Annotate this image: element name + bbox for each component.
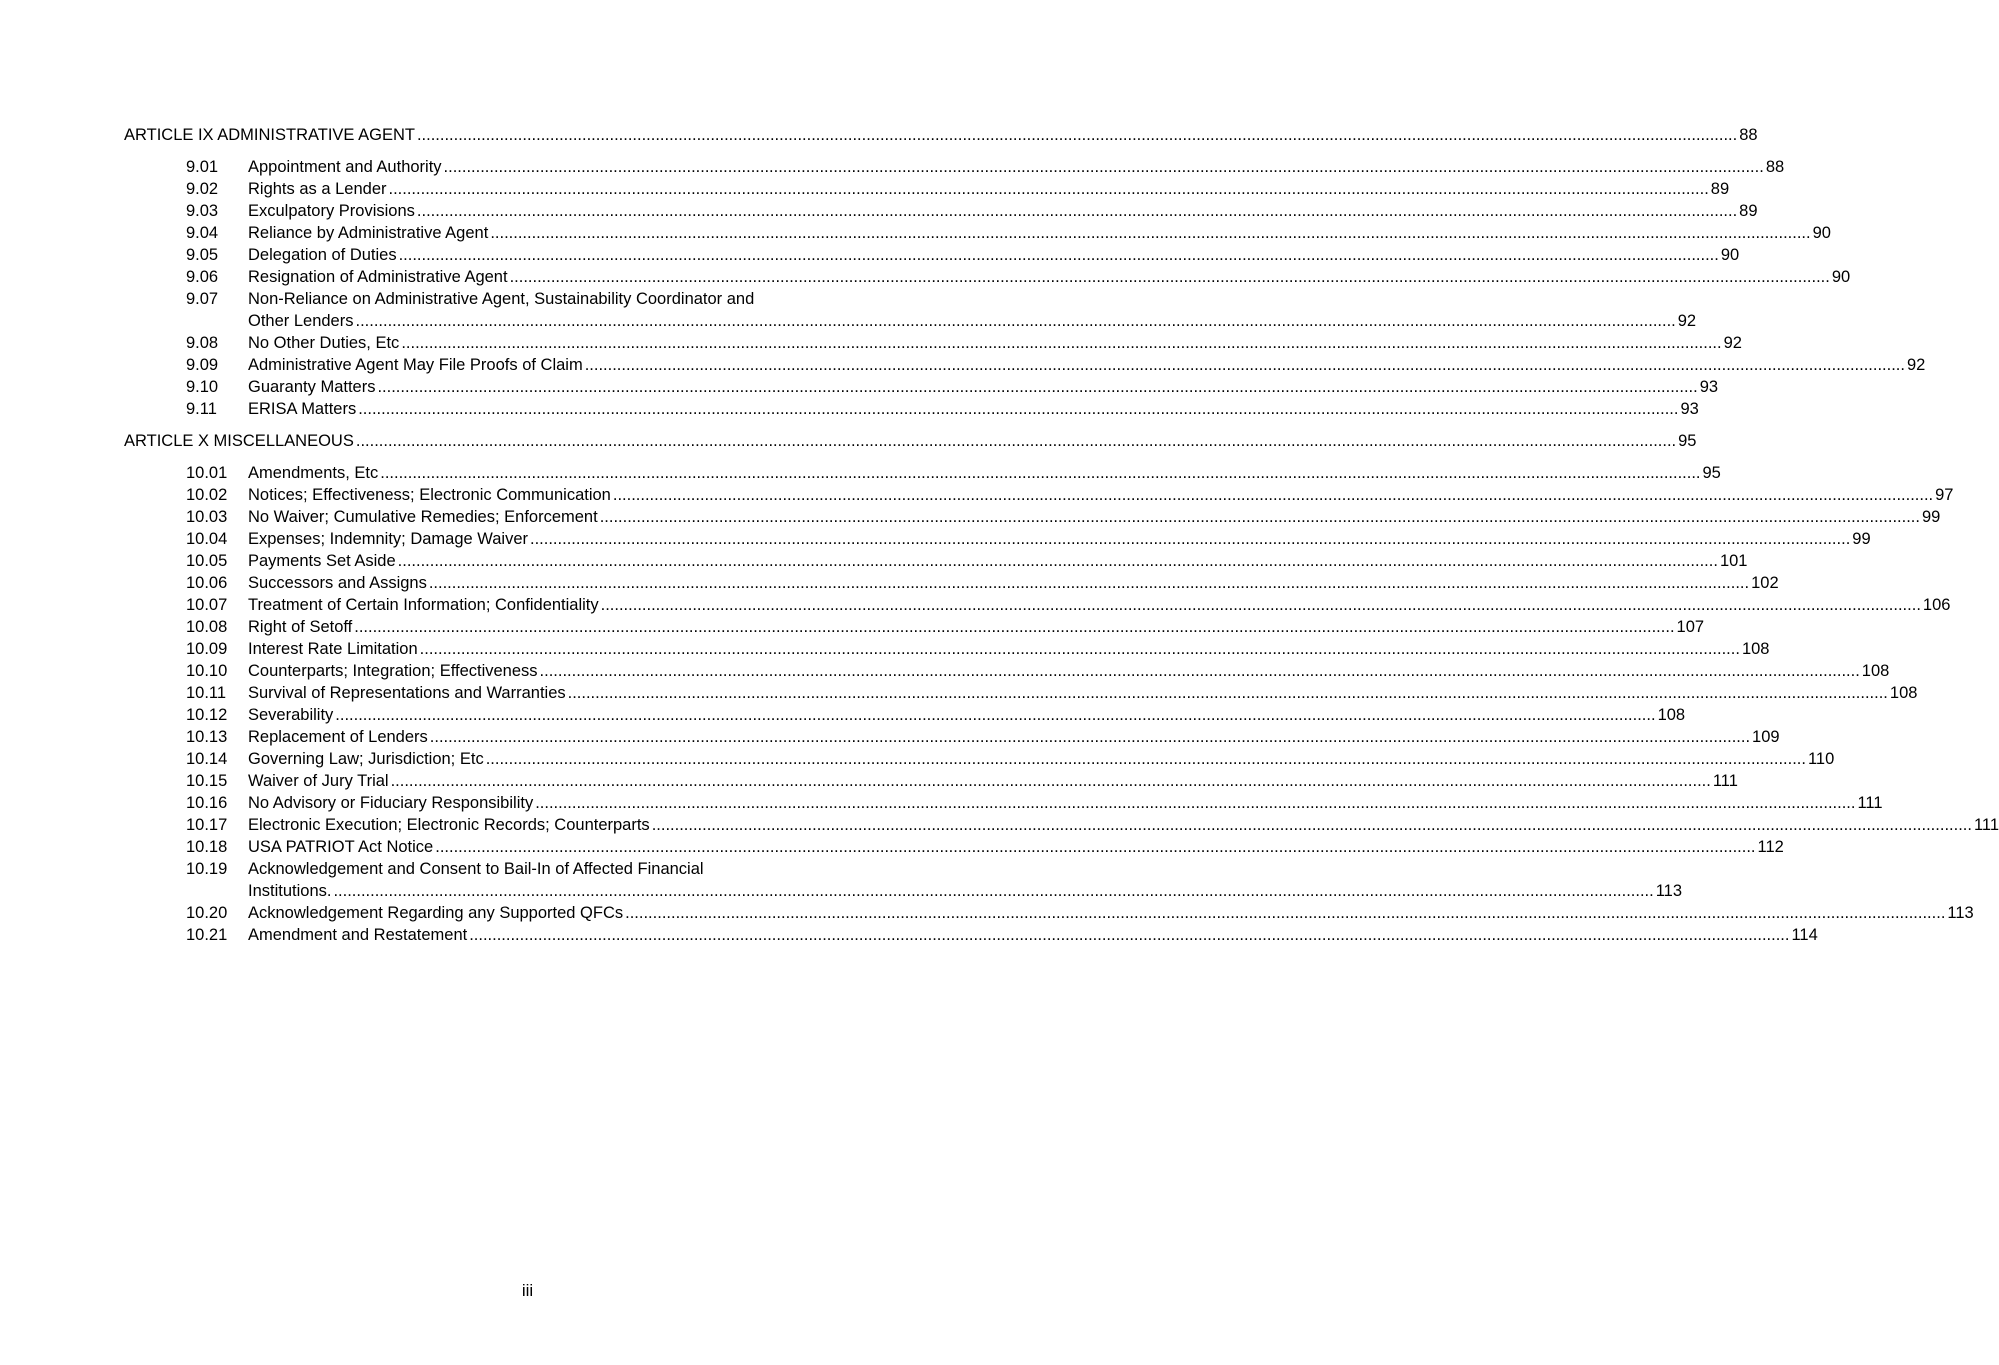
article-page: 88 <box>1739 126 1758 144</box>
toc-entry <box>124 528 1871 550</box>
toc-entry <box>124 178 1730 200</box>
section-title: No Other Duties, Etc <box>248 334 400 352</box>
dot-leader <box>568 682 1888 704</box>
dot-leader <box>356 430 1676 452</box>
section-title: Severability <box>248 706 334 724</box>
section-page: 108 <box>1657 706 1686 724</box>
section-number: 9.03 <box>186 202 219 220</box>
dot-leader <box>613 484 1933 506</box>
section-title: Payments Set Aside <box>248 552 396 570</box>
section-title: USA PATRIOT Act Notice <box>248 838 434 856</box>
section-page: 97 <box>1935 486 1954 504</box>
dot-leader <box>585 354 1905 376</box>
section-number: 9.05 <box>186 246 219 264</box>
section-title: Reliance by Administrative Agent <box>248 224 489 242</box>
toc-entry <box>124 770 1738 792</box>
toc-entry <box>124 244 1740 266</box>
toc-entry <box>124 704 1686 726</box>
section-number: 9.02 <box>186 180 219 198</box>
section-title-line1: Acknowledgement and Consent to Bail-In of Affected Financial <box>248 860 704 878</box>
section-title: Right of Setoff <box>248 618 353 636</box>
section-title: Amendment and Restatement <box>248 926 468 944</box>
section-page: 111 <box>1857 794 1883 812</box>
section-title: Rights as a Lender <box>248 180 387 198</box>
dot-leader <box>486 748 1806 770</box>
dot-leader <box>429 572 1749 594</box>
section-title: Amendments, Etc <box>248 464 379 482</box>
section-number: 10.09 <box>186 640 228 658</box>
section-page: 92 <box>1906 356 1926 374</box>
section-title: Administrative Agent May File Proofs of Claim <box>248 356 583 374</box>
section-title: Delegation of Duties <box>248 246 397 264</box>
section-page: 114 <box>1791 926 1818 944</box>
dot-leader <box>377 376 1697 398</box>
dot-leader <box>380 462 1700 484</box>
section-number: 10.03 <box>186 508 228 526</box>
dot-leader <box>401 332 1721 354</box>
article-title: ARTICLE IX ADMINISTRATIVE AGENT <box>124 126 415 144</box>
section-number: 10.21 <box>186 926 228 944</box>
section-number: 9.06 <box>186 268 219 286</box>
page-number: iii <box>521 1281 534 1300</box>
section-page: 102 <box>1751 574 1779 592</box>
section-title: Exculpatory Provisions <box>248 202 415 220</box>
dot-leader <box>335 704 1655 726</box>
section-number: 9.10 <box>186 378 219 396</box>
section-title: Replacement of Lenders <box>248 728 428 746</box>
toc-entry <box>124 376 1719 398</box>
article-heading <box>124 430 1697 452</box>
section-number: 10.17 <box>186 816 228 834</box>
article-heading <box>124 124 1758 146</box>
toc-entry <box>124 616 1705 638</box>
dot-leader <box>601 594 1921 616</box>
article-title: ARTICLE X MISCELLANEOUS <box>124 432 354 450</box>
section-number: 10.18 <box>186 838 228 856</box>
toc-entry <box>124 594 1951 616</box>
dot-leader <box>652 814 1972 836</box>
section-title: Electronic Execution; Electronic Records; Counterparts <box>248 816 650 834</box>
section-page: 92 <box>1723 334 1742 352</box>
section-number: 10.05 <box>186 552 228 570</box>
section-number: 10.20 <box>186 904 228 922</box>
dot-leader <box>625 902 1945 924</box>
section-page: 93 <box>1699 378 1719 396</box>
toc-entry <box>124 902 1974 924</box>
section-number: 10.08 <box>186 618 228 636</box>
toc-entry <box>124 156 1785 178</box>
section-number: 10.07 <box>186 596 228 614</box>
article-page: 95 <box>1678 432 1697 450</box>
dot-leader <box>435 836 1755 858</box>
dot-leader <box>600 506 1920 528</box>
toc-entry <box>124 354 1926 376</box>
table-of-contents <box>124 124 1999 946</box>
toc-entry <box>124 836 1784 858</box>
dot-leader <box>398 550 1718 572</box>
section-page: 93 <box>1680 400 1699 418</box>
toc-entry <box>124 748 1835 770</box>
section-number: 10.04 <box>186 530 228 548</box>
section-title: Successors and Assigns <box>248 574 427 592</box>
toc-entry <box>124 462 1721 484</box>
section-number: 10.06 <box>186 574 228 592</box>
section-page: 89 <box>1739 202 1758 220</box>
dot-leader <box>430 726 1750 748</box>
section-number: 10.11 <box>186 684 227 702</box>
toc-entry <box>124 484 1954 506</box>
section-page: 95 <box>1702 464 1721 482</box>
toc-entry <box>124 332 1742 354</box>
section-title: No Waiver; Cumulative Remedies; Enforcement <box>248 508 598 526</box>
section-title: Interest Rate Limitation <box>248 640 418 658</box>
dot-leader <box>355 310 1675 332</box>
toc-entry <box>124 288 1697 332</box>
dot-leader <box>417 124 1737 146</box>
section-page: 113 <box>1947 904 1974 922</box>
toc-entry <box>124 660 1890 682</box>
section-number: 10.19 <box>186 860 228 878</box>
section-title: Institutions. <box>248 882 332 900</box>
section-page: 99 <box>1852 530 1871 548</box>
section-title-line1: Non-Reliance on Administrative Agent, Sustainability Coordinator and <box>248 290 755 308</box>
section-title: Acknowledgement Regarding any Supported QFCs <box>248 904 624 922</box>
section-page: 110 <box>1807 750 1835 768</box>
section-number: 10.14 <box>186 750 228 768</box>
section-page: 99 <box>1921 508 1941 526</box>
dot-leader <box>399 244 1719 266</box>
section-title: Counterparts; Integration; Effectiveness <box>248 662 538 680</box>
section-title: Other Lenders <box>248 312 354 330</box>
section-title: Survival of Representations and Warranties <box>248 684 566 702</box>
section-number: 10.10 <box>186 662 228 680</box>
toc-entry <box>124 792 1883 814</box>
toc-entry <box>124 506 1941 528</box>
section-page: 90 <box>1812 224 1831 242</box>
section-number: 10.16 <box>186 794 228 812</box>
section-number: 10.01 <box>186 464 228 482</box>
dot-leader <box>444 156 1764 178</box>
section-number: 9.09 <box>186 356 219 374</box>
toc-entry <box>124 858 1683 902</box>
section-number: 9.04 <box>186 224 219 242</box>
section-page: 111 <box>1712 772 1738 790</box>
section-page: 89 <box>1710 180 1730 198</box>
section-title: Governing Law; Jurisdiction; Etc <box>248 750 484 768</box>
dot-leader <box>358 398 1678 420</box>
section-number: 10.12 <box>186 706 228 724</box>
dot-leader <box>333 880 1653 902</box>
section-page: 88 <box>1765 158 1785 176</box>
toc-entry <box>124 682 1918 704</box>
section-number: 10.13 <box>186 728 228 746</box>
toc-entry <box>124 726 1780 748</box>
section-page: 90 <box>1720 246 1740 264</box>
dot-leader <box>490 222 1810 244</box>
section-title: ERISA Matters <box>248 400 357 418</box>
section-title: Waiver of Jury Trial <box>248 772 389 790</box>
section-page: 107 <box>1676 618 1705 636</box>
section-page: 112 <box>1757 838 1784 856</box>
section-page: 109 <box>1752 728 1780 746</box>
section-page: 113 <box>1655 882 1683 900</box>
toc-entry <box>124 924 1818 946</box>
section-title: Expenses; Indemnity; Damage Waiver <box>248 530 529 548</box>
section-page: 108 <box>1741 640 1770 658</box>
section-title: Resignation of Administrative Agent <box>248 268 508 286</box>
section-page: 106 <box>1922 596 1951 614</box>
dot-leader <box>510 266 1830 288</box>
section-page: 111 <box>1973 816 1999 834</box>
section-title: Treatment of Certain Information; Confidentiality <box>248 596 599 614</box>
section-title: Notices; Effectiveness; Electronic Communication <box>248 486 611 504</box>
dot-leader <box>354 616 1674 638</box>
toc-entry <box>124 398 1699 420</box>
toc-entry <box>124 200 1758 222</box>
dot-leader <box>391 770 1711 792</box>
dot-leader <box>540 660 1860 682</box>
section-page: 90 <box>1831 268 1851 286</box>
toc-entry <box>124 638 1770 660</box>
dot-leader <box>530 528 1850 550</box>
toc-entry <box>124 550 1748 572</box>
toc-entry <box>124 814 1999 836</box>
toc-entry <box>124 266 1851 288</box>
dot-leader <box>389 178 1709 200</box>
section-number: 10.02 <box>186 486 228 504</box>
section-page: 108 <box>1861 662 1890 680</box>
section-page: 108 <box>1889 684 1918 702</box>
toc-entry <box>124 222 1831 244</box>
section-number: 9.07 <box>186 290 219 308</box>
dot-leader <box>420 638 1740 660</box>
toc-entry <box>124 572 1779 594</box>
section-number: 9.08 <box>186 334 219 352</box>
dot-leader <box>417 200 1737 222</box>
section-number: 9.11 <box>186 400 217 418</box>
section-page: 92 <box>1677 312 1697 330</box>
dot-leader <box>535 792 1855 814</box>
section-number: 10.15 <box>186 772 228 790</box>
section-title: No Advisory or Fiduciary Responsibility <box>248 794 534 812</box>
section-number: 9.01 <box>186 158 219 176</box>
section-title: Guaranty Matters <box>248 378 376 396</box>
section-title: Appointment and Authority <box>248 158 442 176</box>
dot-leader <box>469 924 1789 946</box>
section-page: 101 <box>1719 552 1748 570</box>
